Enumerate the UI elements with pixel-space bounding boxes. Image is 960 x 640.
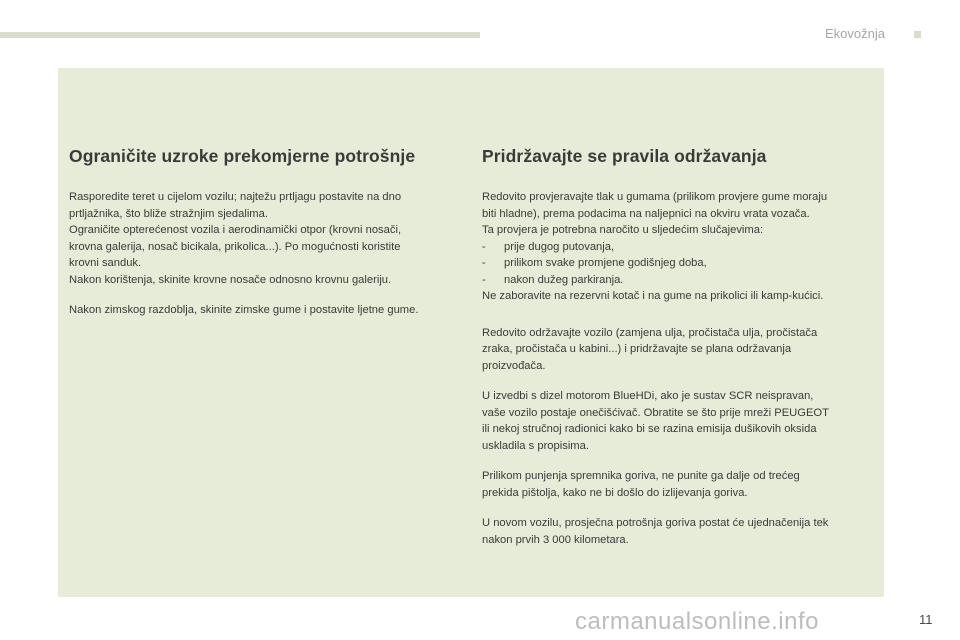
text-line: prtljažnika, što bliže stražnjim sjedalima. — [69, 207, 268, 220]
text-line: krovni sanduk. — [69, 257, 142, 269]
text-line: Ne zaboravite na rezervni kotač i na gume na prikolici ili kamp-kućici. — [482, 290, 824, 302]
text-line: Ta provjera je potrebna naročito u sljedećim slučajevima: — [482, 224, 764, 236]
text-line: zraka, pročistača u kabini...) i pridržavajte se plana održavanja — [482, 343, 792, 355]
list-item-text: prilikom svake promjene godišnjeg doba, — [504, 257, 707, 269]
list-item — [482, 272, 874, 289]
text-line: Redovito provjeravajte tlak u gumama (prilikom provjere gume moraju — [482, 191, 828, 203]
watermark: carmanualsonline.info — [575, 608, 819, 635]
text-line: vaše vozilo postaje onečišćivač. Obratite se što prije mreži PEUGEOT — [482, 406, 829, 419]
content-panel — [58, 68, 884, 597]
text-line: Nakon korištenja, skinite krovne nosače odnosno krovnu galeriju. — [69, 273, 392, 286]
right-heading: Pridržavajte se pravila održavanja — [482, 146, 767, 166]
text-line: nakon prvih 3 000 kilometara. — [482, 533, 629, 546]
text-line: Ograničite opterećenost vozila i aerodinamički otpor (krovni nosači, — [69, 224, 402, 236]
left-column — [69, 146, 459, 333]
right-paragraph-5 — [482, 515, 874, 548]
section-title: Ekovožnja — [825, 26, 885, 41]
text-line: Prilikom punjenja spremnika goriva, ne punite ga dalje od trećeg — [482, 470, 800, 482]
section-marker — [914, 31, 921, 38]
right-paragraph-4 — [482, 468, 874, 501]
list-item-text: prije dugog putovanja, — [504, 240, 615, 253]
list-item-text: nakon dužeg parkiranja. — [504, 273, 624, 286]
text-line: proizvođača. — [482, 359, 546, 372]
bullet-marker: - — [482, 257, 486, 269]
text-line: krovna galerija, nosač bicikala, prikolica...). Po mogućnosti koristite — [69, 240, 401, 253]
left-heading: Ograničite uzroke prekomjerne potrošnje — [69, 146, 416, 166]
right-paragraph-3 — [482, 388, 874, 454]
list-item — [482, 255, 874, 272]
text-line: Rasporedite teret u cijelom vozilu; najtežu prtljagu postavite na dno — [69, 191, 402, 203]
list-item — [482, 239, 874, 256]
right-paragraph-1 — [482, 189, 874, 305]
text-line: prekida pištolja, kako ne bi došlo do izlijevanja goriva. — [482, 486, 748, 499]
text-line: uskladila s propisima. — [482, 439, 589, 452]
header-rule — [0, 32, 480, 38]
text-line: U izvedbi s dizel motorom BlueHDi, ako je sustav SCR neispravan, — [482, 390, 814, 402]
text-line: biti hladne), prema podacima na naljepnici na okviru vrata vozača. — [482, 207, 810, 220]
bullet-marker: - — [482, 273, 486, 286]
right-column — [482, 146, 874, 562]
page-number: 11 — [919, 612, 933, 627]
left-paragraph-2: Nakon zimskog razdoblja, skinite zimske gume i postavite ljetne gume. — [69, 304, 419, 316]
text-line: Redovito održavajte vozilo (zamjena ulja, pročistača ulja, pročistača — [482, 326, 818, 339]
bullet-marker: - — [482, 240, 486, 253]
text-line: U novom vozilu, prosječna potrošnja goriva postat će ujednačenija tek — [482, 517, 829, 529]
text-line: ili nekoj stručnoj radionici kako bi se razina emisija dušikovih oksida — [482, 423, 817, 435]
right-paragraph-2 — [482, 325, 874, 375]
left-paragraph-1 — [69, 189, 459, 288]
